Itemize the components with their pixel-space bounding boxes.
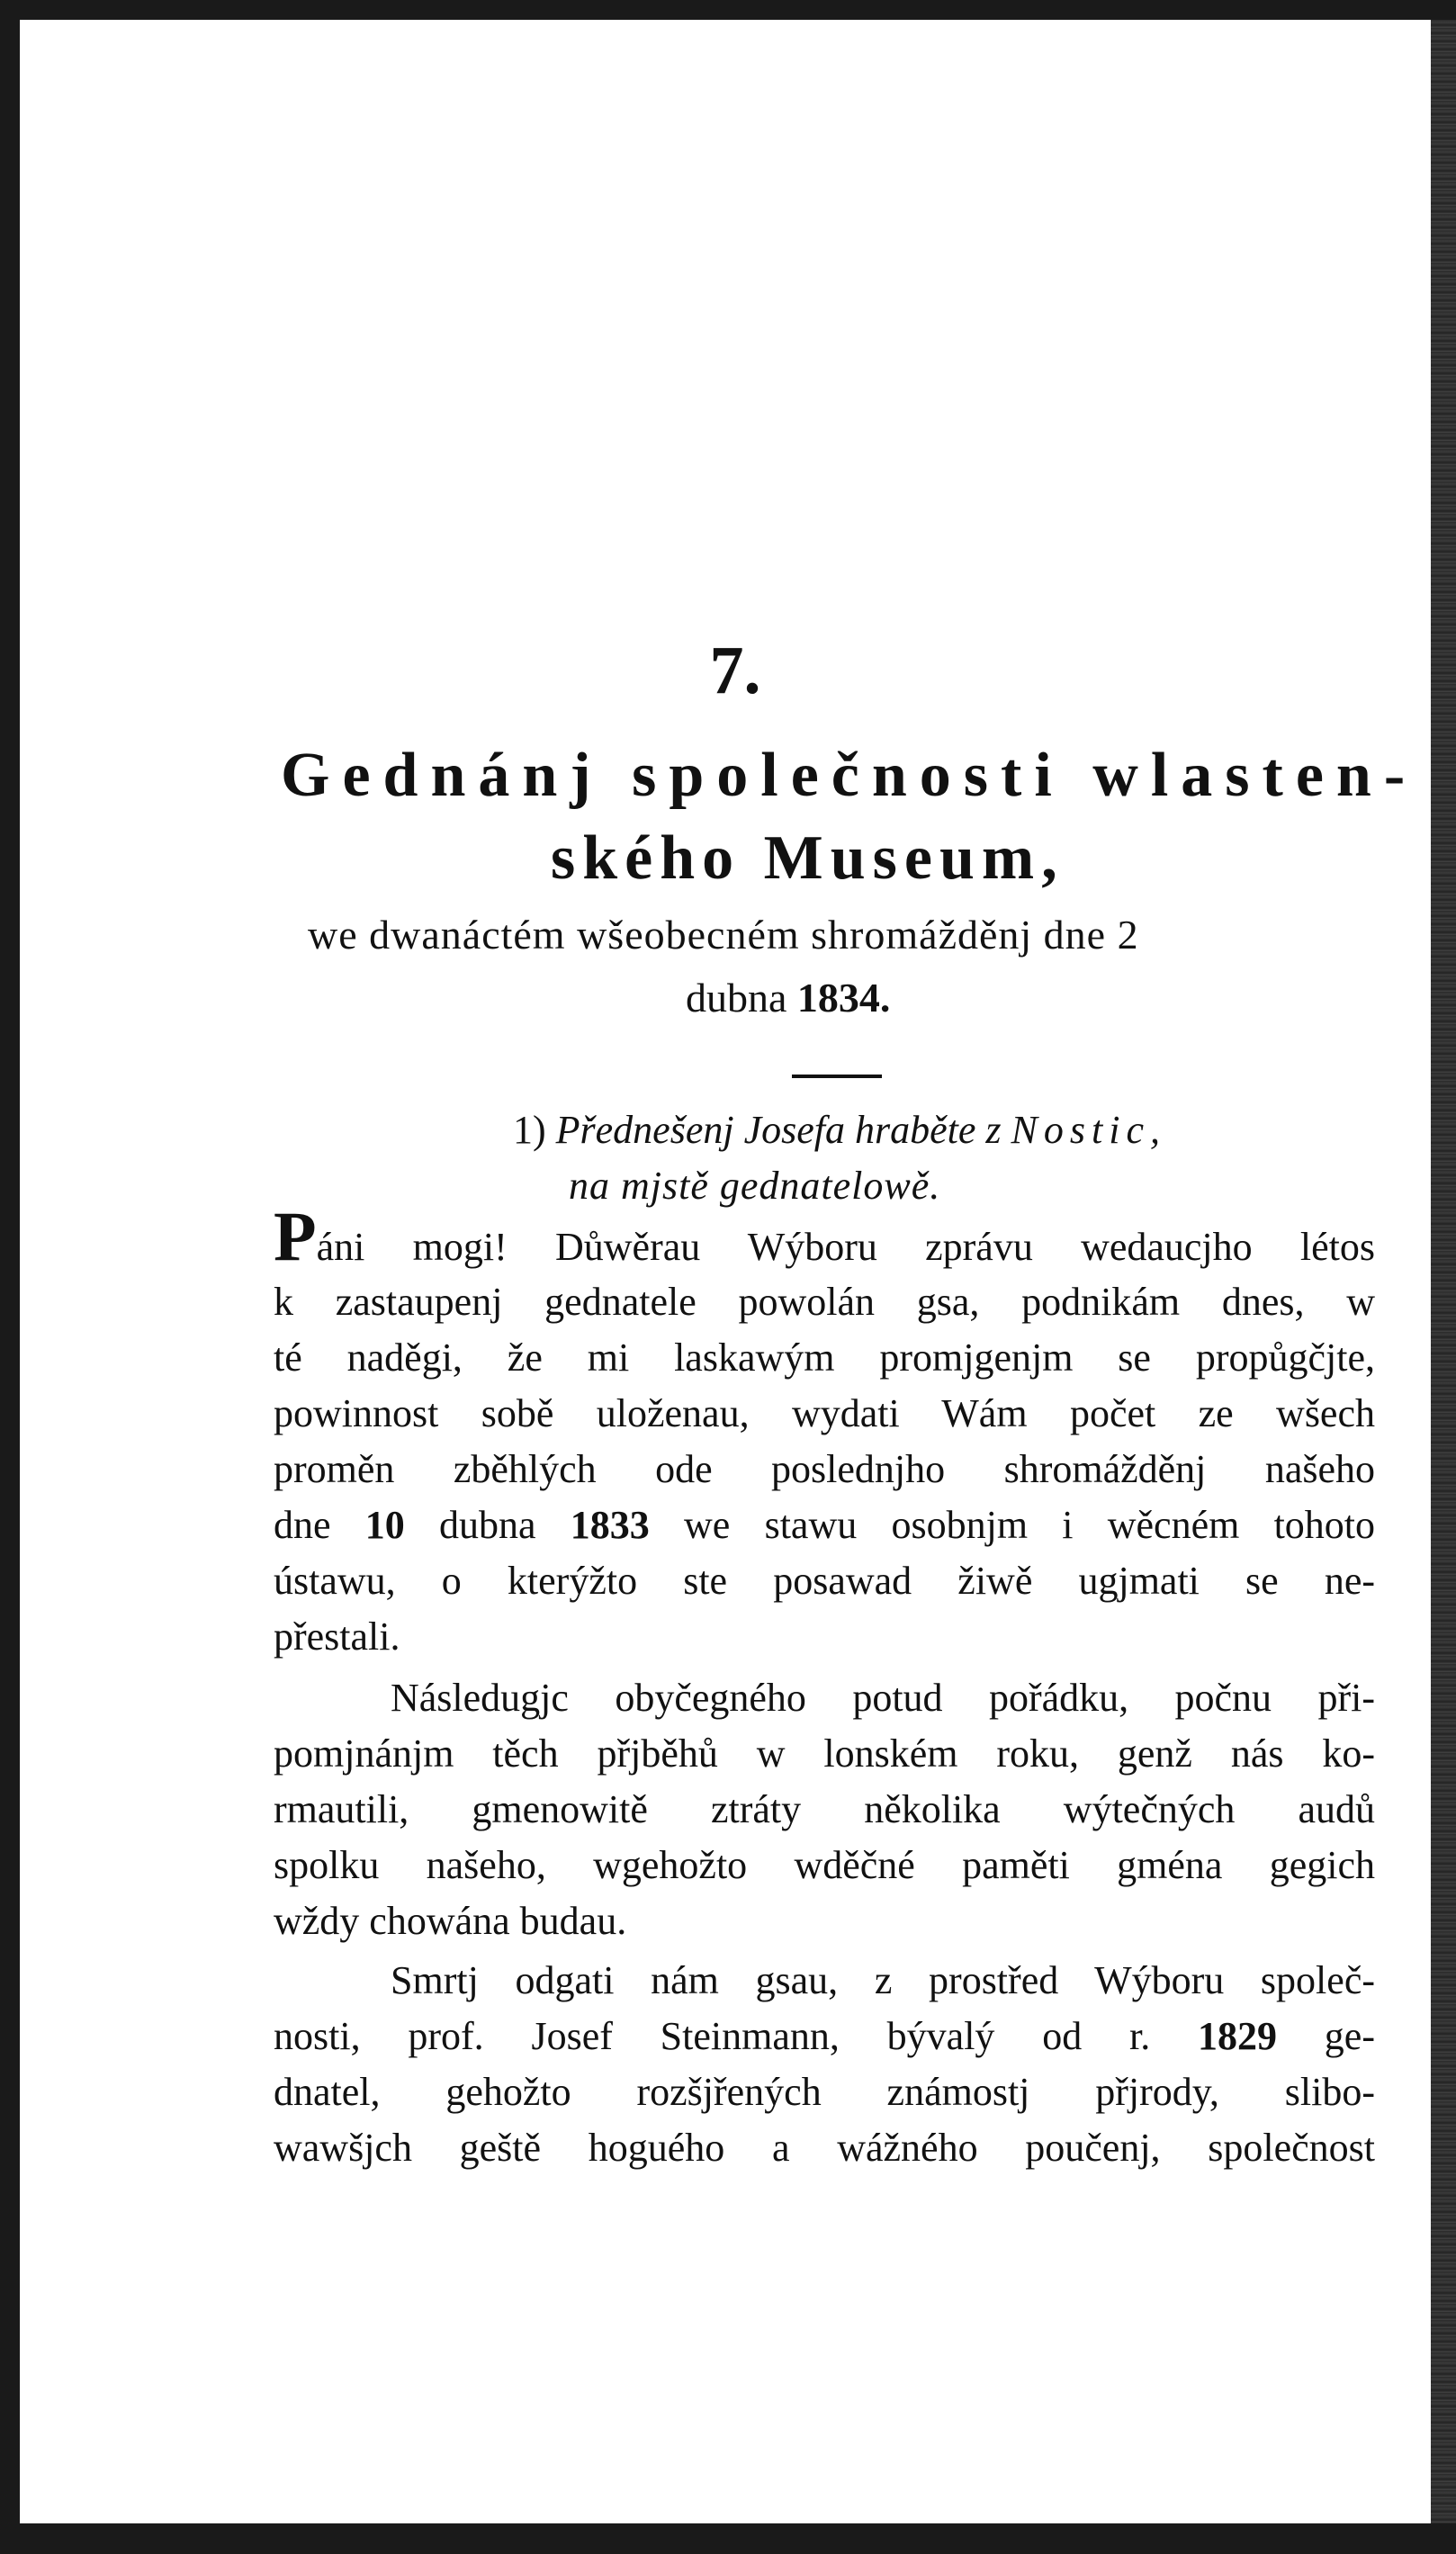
text-line: přestali. [274, 1614, 400, 1659]
text-line [274, 1497, 1375, 1553]
date-day: 10 [364, 1503, 405, 1547]
line-text: áni mogi! Důwěrau Wýboru zprávu wedaucjho létos [316, 1225, 1375, 1269]
text-line: Následugjc obyčegného potud pořádku, počnu při- [391, 1676, 1375, 1720]
line-text: ge- [1277, 2014, 1375, 2058]
text-line: rmautili, gmenowitě ztráty několika wýtečných audů [274, 1787, 1375, 1831]
speech-heading-name: Nostic, [1011, 1108, 1166, 1152]
text-line: k zastaupenj gednatele powolán gsa, podnikám dnes, w [274, 1280, 1375, 1324]
subtitle-line-1: we dwanáctém wšeobecném shromážděnj dne 2 [308, 912, 1139, 958]
subtitle-line-2 [686, 974, 890, 1021]
speech-number: 1) [513, 1108, 546, 1152]
speech-heading-line-2: na mjstě gednatelowě. [569, 1164, 941, 1208]
subtitle-year: 1834. [796, 975, 891, 1021]
book-page [20, 20, 1431, 2523]
page-edge-shadow [1431, 20, 1456, 2523]
text-line: té naděgi, že mi laskawým promjgenjm se propůgčjte, [274, 1335, 1375, 1380]
text-line [274, 1197, 1375, 1275]
text-line: wždy chowána budau. [274, 1899, 627, 1943]
speech-heading-text: Přednešenj Josefa hraběte z [555, 1108, 1002, 1152]
line-text: dne [274, 1503, 365, 1547]
text-line: ústawu, o kterýžto ste posawad žiwě ugjmati se ne- [274, 1559, 1375, 1603]
text-line: spolku našeho, wgehožto wděčné paměti gména gegich [274, 1843, 1375, 1887]
section-divider [792, 1075, 882, 1078]
text-line: powinnost sobě uloženau, wydati Wám počet ze wšech [274, 1391, 1375, 1435]
text-line [274, 2009, 1375, 2064]
line-text: we stawu osobnjm i wěcném tohoto [649, 1503, 1376, 1547]
drop-cap: P [274, 1197, 317, 1275]
text-line: proměn zběhlých ode poslednjho shromážděnj našeho [274, 1447, 1375, 1491]
chapter-number: 7. [709, 633, 761, 708]
date-year: 1833 [570, 1503, 650, 1547]
subtitle-month: dubna [686, 975, 797, 1021]
text-line: wawšjch geště hoguého a wážného poučenj, společnost [274, 2126, 1375, 2170]
chapter-title-line-1: Gednánj společnosti wlasten- [281, 741, 1418, 810]
line-text: nosti, prof. Josef Steinmann, bývalý od r. [274, 2014, 1199, 2058]
text-line: Smrtj odgati nám gsau, z prostřed Wýboru společ- [391, 1958, 1375, 2002]
year-number: 1829 [1198, 2014, 1278, 2058]
text-line: pomjnánjm těch přjběhů w lonském roku, genž nás ko- [274, 1731, 1375, 1776]
line-text: dubna [404, 1503, 571, 1547]
speech-heading-line-1 [513, 1107, 1166, 1153]
chapter-title-line-2: ského Museum, [551, 823, 1065, 893]
text-line: dnatel, gehožto rozšjřených známostj přjrody, slibo- [274, 2070, 1375, 2114]
